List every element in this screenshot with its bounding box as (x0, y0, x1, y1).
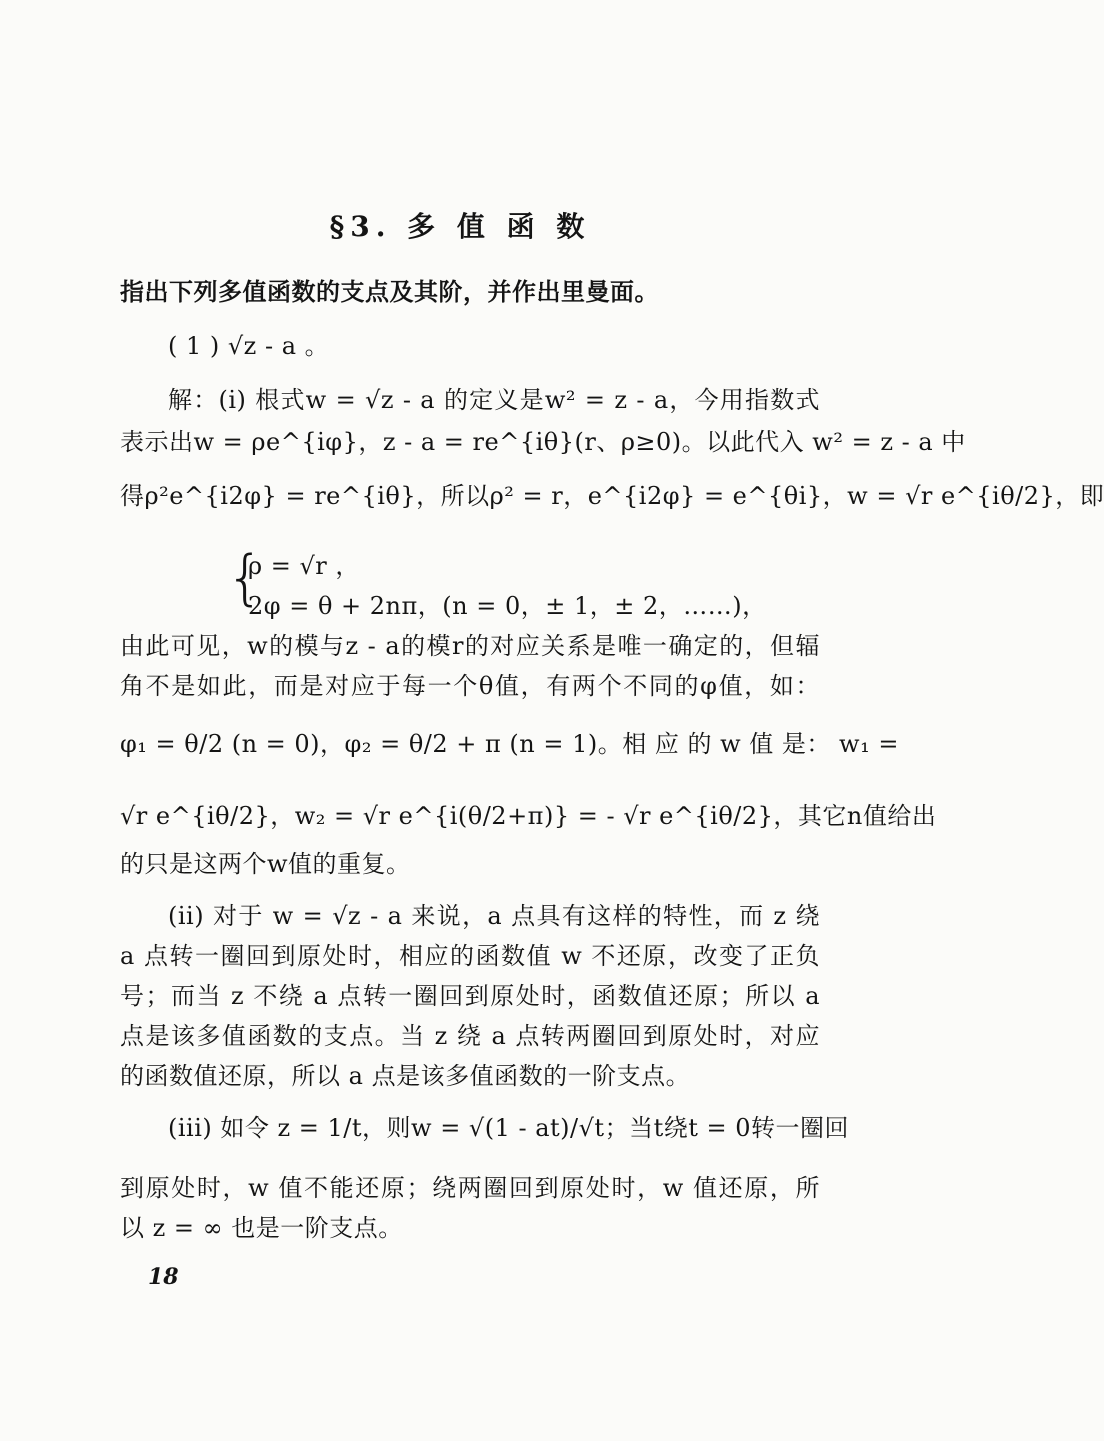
part-i-line-1: 解：(i) 根式w = √z - a 的定义是w² = z - a，今用指数式 (168, 386, 820, 414)
page-number: 18 (148, 1264, 179, 1290)
part-iii-line-3: 以 z = ∞ 也是一阶支点。 (120, 1214, 403, 1242)
part-ii-line-1: (ii) 对于 w = √z - a 来说，a 点具有这样的特性，而 z 绕 (168, 902, 820, 930)
part-i-line-8: 的只是这两个w值的重复。 (120, 850, 411, 878)
section-title: §3. 多 值 函 数 (329, 210, 591, 243)
part-i-line-7: √r e^{iθ/2}，w₂ = √r e^{i(θ/2+π)} = - √r e^{iθ/2}，其它n值给出 (120, 802, 937, 830)
intro-line: 指出下列多值函数的支点及其阶，并作出里曼面。 (120, 277, 659, 306)
system-eq-1: ρ = √r ， (248, 552, 360, 580)
system-brace: { (226, 543, 265, 613)
part-ii-line-4: 点是该多值函数的支点。当 z 绕 a 点转两圈回到原处时，对应 (120, 1022, 820, 1050)
system-eq-2: 2φ = θ + 2nπ，(n = 0，± 1，± 2，……)， (248, 592, 767, 620)
part-ii-line-5: 的函数值还原，所以 a 点是该多值函数的一阶支点。 (120, 1062, 691, 1090)
part-ii-line-3: 号；而当 z 不绕 a 点转一圈回到原处时，函数值还原；所以 a (120, 982, 820, 1010)
problem-1: ( 1 ) √z - a 。 (168, 332, 330, 360)
part-iii-line-1: (iii) 如令 z = 1/t，则w = √(1 - at)/√t；当t绕t = 0转一圈回 (168, 1114, 849, 1142)
part-i-line-2: 表示出w = ρe^{iφ}，z - a = re^{iθ}(r、ρ≥0)。以此代入 w² = z - a 中 (120, 428, 966, 456)
part-i-line-5: 角不是如此，而是对应于每一个θ值，有两个不同的φ值，如： (120, 672, 820, 700)
part-i-line-4: 由此可见，w的模与z - a的模r的对应关系是唯一确定的，但辐 (120, 632, 820, 660)
part-ii-line-2: a 点转一圈回到原处时，相应的函数值 w 不还原，改变了正负 (120, 942, 820, 970)
part-i-line-6: φ₁ = θ/2 (n = 0)，φ₂ = θ/2 + π (n = 1)。相 应 的 w 值 是： w₁ = (120, 730, 899, 758)
part-i-line-3: 得ρ²e^{i2φ} = re^{iθ}，所以ρ² = r，e^{i2φ} = e^{θi}，w = √r e^{iθ/2}，即 (120, 482, 1104, 510)
part-iii-line-2: 到原处时，w 值不能还原；绕两圈回到原处时，w 值还原，所 (120, 1174, 820, 1202)
